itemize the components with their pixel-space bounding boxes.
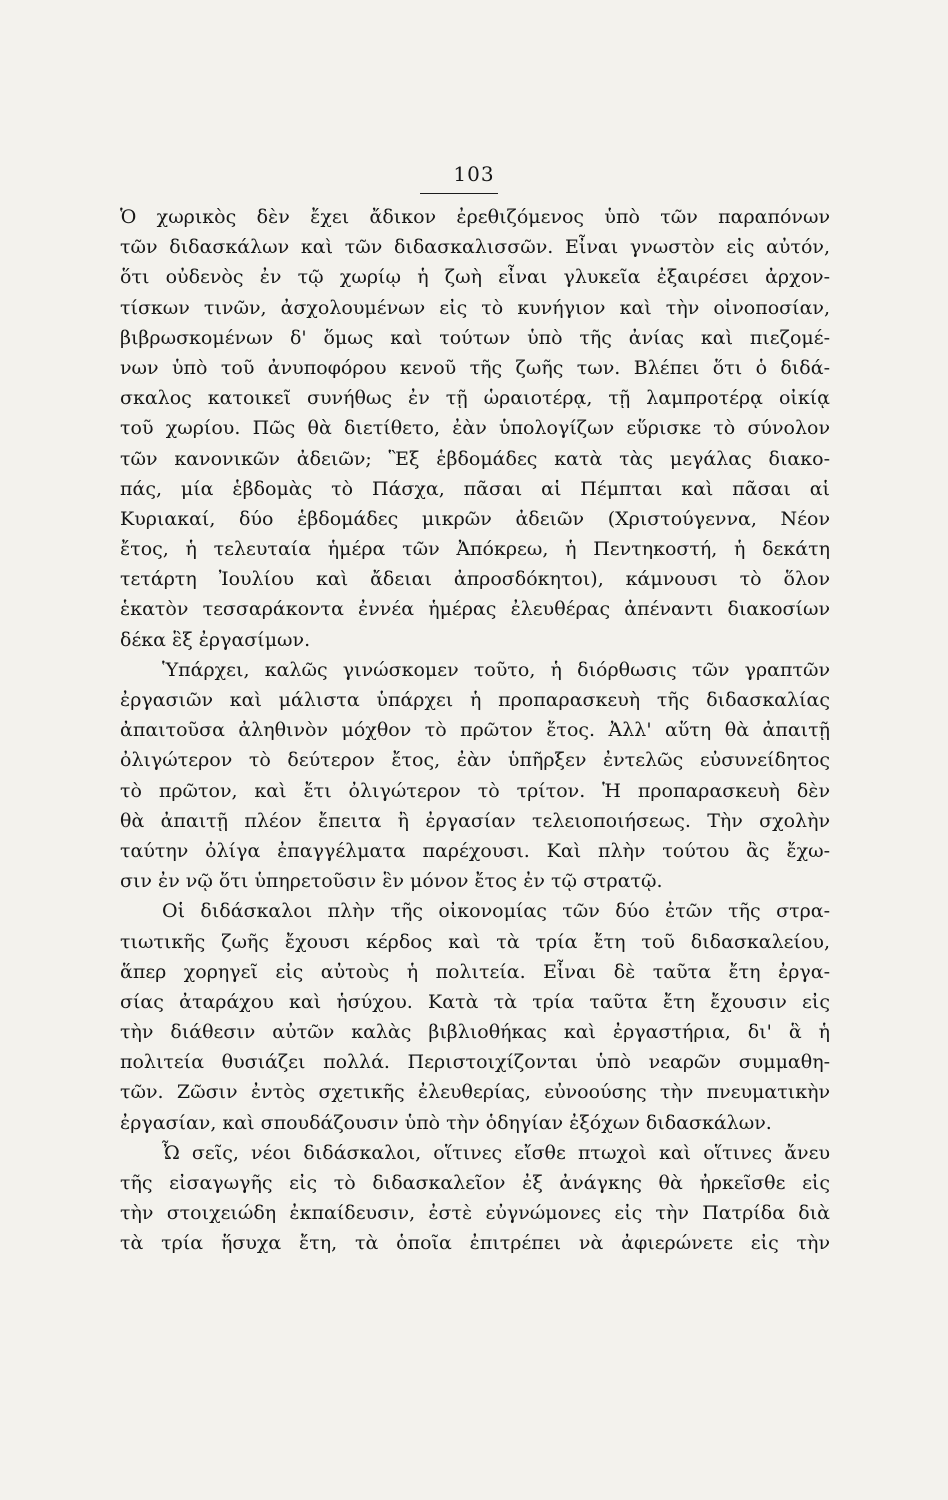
text-line: σιν ἐν νῷ ὅτι ὑπηρετοῦσιν ἓν μόνον ἔτος ἐν τῷ στρατῷ. <box>120 870 663 893</box>
text-line: Ὁ χωρικὸς δὲν ἔχει ἄδικον ἐρεθιζόμενος ὑπὸ τῶν παραπόνων <box>120 206 830 228</box>
text-line: ἀπαιτοῦσα ἀληθινὸν μόχθον τὸ πρῶτον ἔτος. Ἀλλ' αὕτη θὰ ἀπαιτῇ <box>120 719 830 742</box>
text-line: τὴν διάθεσιν αὐτῶν καλὰς βιβλιοθήκας καὶ ἐργαστήρια, δι' ἃ ἡ <box>120 1021 830 1044</box>
text-line: ὀλιγώτερον τὸ δεύτερον ἔτος, ἐὰν ὑπῆρξεν ἐντελῶς εὐσυνείδητος <box>120 749 830 772</box>
text-line: δέκα ἓξ ἐργασίμων. <box>120 628 311 651</box>
text-line: τῶν διδασκάλων καὶ τῶν διδασκαλισσῶν. Εἶναι γνωστὸν εἰς αὐτόν, <box>120 236 830 259</box>
text-line: νων ὑπὸ τοῦ ἀνυποφόρου κενοῦ τῆς ζωῆς των. Βλέπει ὅτι ὁ διδά- <box>120 356 830 379</box>
text-line: σκαλος κατοικεῖ συνήθως ἐν τῇ ὡραιοτέρᾳ, τῇ λαμπροτέρᾳ οἰκίᾳ <box>120 387 830 410</box>
text-line: τῶν. Ζῶσιν ἐντὸς σχετικῆς ἐλευθερίας, εὐνοούσης τὴν πνευματικὴν <box>120 1081 830 1104</box>
text-line: θὰ ἀπαιτῇ πλέον ἔπειτα ἢ ἐργασίαν τελειοποιήσεως. Τὴν σχολὴν <box>120 809 830 832</box>
text-line: Κυριακαί, δύο ἑβδομάδες μικρῶν ἀδειῶν (Χριστούγεννα, Νέον <box>120 507 830 530</box>
body-text <box>120 202 830 1259</box>
page-number: 103 <box>453 162 495 186</box>
text-line: τιωτικῆς ζωῆς ἔχουσι κέρδος καὶ τὰ τρία ἔτη τοῦ διδασκαλείου, <box>120 930 830 953</box>
text-line: τῶν κανονικῶν ἀδειῶν; Ἓξ ἑβδομάδες κατὰ τὰς μεγάλας διακο- <box>120 447 830 470</box>
text-line: τὴν στοιχειώδη ἐκπαίδευσιν, ἐστὲ εὐγνώμονες εἰς τὴν Πατρίδα διὰ <box>120 1202 830 1225</box>
text-line: τετάρτη Ἰουλίου καὶ ἄδειαι ἀπροσδόκητοι), κάμνουσι τὸ ὅλον <box>120 568 830 591</box>
text-line: ἐργασιῶν καὶ μάλιστα ὑπάρχει ἡ προπαρασκευὴ τῆς διδασκαλίας <box>120 689 830 711</box>
text-line: ταύτην ὀλίγα ἐπαγγέλματα παρέχουσι. Καὶ πλὴν τούτου ἂς ἔχω- <box>120 839 830 862</box>
text-line: τὸ πρῶτον, καὶ ἔτι ὀλιγώτερον τὸ τρίτον. Ἡ προπαρασκευὴ δὲν <box>120 779 830 802</box>
text-line: τίσκων τινῶν, ἀσχολουμένων εἰς τὸ κυνήγιον καὶ τὴν οἰνοποσίαν, <box>120 296 830 319</box>
text-line: πάς, μία ἑβδομὰς τὸ Πάσχα, πᾶσαι αἱ Πέμπται καὶ πᾶσαι αἱ <box>120 477 830 500</box>
text-line: Ὑπάρχει, καλῶς γινώσκομεν τοῦτο, ἡ διόρθωσις τῶν γραπτῶν <box>162 658 830 681</box>
text-line: ὅτι οὐδενὸς ἐν τῷ χωρίῳ ἡ ζωὴ εἶναι γλυκεῖα ἐξαιρέσει ἀρχον- <box>120 266 830 289</box>
text-line: ἐργασίαν, καὶ σπουδάζουσιν ὑπὸ τὴν ὁδηγίαν ἐξόχων διδασκάλων. <box>120 1111 772 1134</box>
text-line: ἑκατὸν τεσσαράκοντα ἐννέα ἡμέρας ἐλευθέρας ἀπέναντι διακοσίων <box>120 598 830 621</box>
text-line: βιβρωσκομένων δ' ὅμως καὶ τούτων ὑπὸ τῆς ἀνίας καὶ πιεζομέ- <box>120 326 830 349</box>
text-line: τῆς εἰσαγωγῆς εἰς τὸ διδασκαλεῖον ἐξ ἀνάγκης θὰ ἠρκεῖσθε εἰς <box>120 1172 830 1194</box>
text-line: σίας ἀταράχου καὶ ἡσύχου. Κατὰ τὰ τρία ταῦτα ἔτη ἔχουσιν εἰς <box>120 990 830 1013</box>
text-line: Ὦ σεῖς, νέοι διδάσκαλοι, οἵτινες εἴσθε πτωχοὶ καὶ οἵτινες ἄνευ <box>162 1141 830 1164</box>
text-line: ἔτος, ἡ τελευταία ἡμέρα τῶν Ἀπόκρεω, ἡ Πεντηκοστή, ἡ δεκάτη <box>120 538 830 561</box>
text-line: πολιτεία θυσιάζει πολλά. Περιστοιχίζονται ὑπὸ νεαρῶν συμμαθη- <box>120 1051 830 1074</box>
text-line: Οἱ διδάσκαλοι πλὴν τῆς οἰκονομίας τῶν δύο ἐτῶν τῆς στρα- <box>162 900 830 923</box>
text-line: τοῦ χωρίου. Πῶς θὰ διετίθετο, ἐὰν ὑπολογίζων εὕρισκε τὸ σύνολον <box>120 417 830 440</box>
text-line: τὰ τρία ἥσυχα ἔτη, τὰ ὁποῖα ἐπιτρέπει νὰ ἀφιερώνετε εἰς τὴν <box>120 1232 830 1255</box>
text-line: ἅπερ χορηγεῖ εἰς αὐτοὺς ἡ πολιτεία. Εἶναι δὲ ταῦτα ἔτη ἐργα- <box>120 960 830 983</box>
page-number-rule <box>420 193 498 194</box>
